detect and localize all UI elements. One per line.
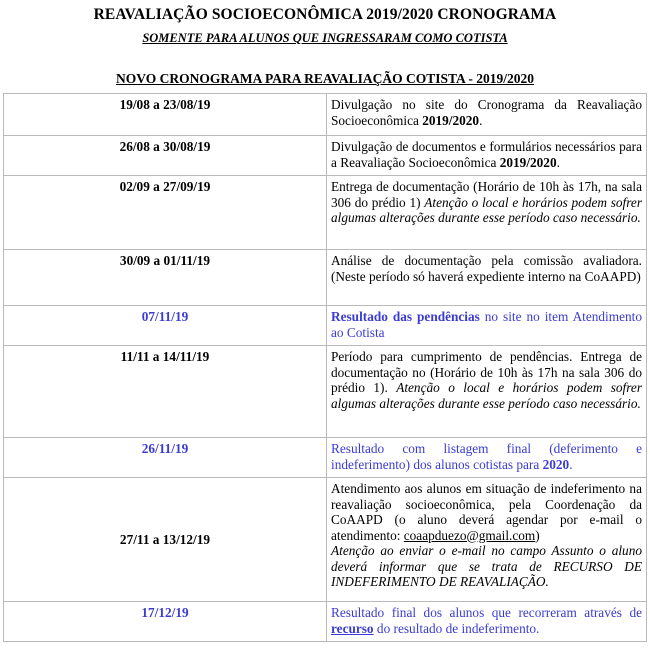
date-cell: 11/11 a 14/11/19	[4, 346, 327, 438]
description-end: )	[535, 527, 540, 543]
description-text: no site no item Atendimento ao Cotista	[331, 309, 642, 340]
date-cell: 26/08 a 30/08/19	[4, 136, 327, 176]
date-cell: 30/09 a 01/11/19	[4, 250, 327, 306]
description-end: do resultado de indeferimento.	[373, 620, 540, 636]
table-row	[4, 478, 647, 602]
description-text: Divulgação no site do Cronograma da Reavaliação Socioeconômica	[331, 97, 642, 128]
description-cell	[327, 478, 647, 602]
description-end: .	[479, 112, 483, 128]
date-cell: 07/11/19	[4, 306, 327, 346]
table-row	[4, 136, 647, 176]
table-row	[4, 94, 647, 136]
date-cell: 17/12/19	[4, 602, 327, 642]
email-link[interactable]: coaapduezo@gmail.com	[403, 527, 536, 543]
description-text: Entrega de documentação (Horário de 10h às 17h, na sala 306 do prédio 1)	[331, 179, 642, 210]
description-cell	[327, 250, 647, 306]
description-text: Análise de documentação pela comissão avaliadora. (Neste período só haverá expediente interno na CoAAPD)	[331, 253, 642, 284]
description-bold: 2019/2020	[499, 154, 557, 170]
table-row	[4, 250, 647, 306]
description-note: Atenção o local e horários podem sofrer algumas alterações durante esse período caso necessário.	[331, 380, 642, 411]
table-row	[4, 346, 647, 438]
description-text: Atendimento aos alunos em situação de indeferimento na reavaliação socioeconômica, pela Coordenação da CoAAPD (o aluno deverá agendar por e-mail o atendimento:	[331, 481, 642, 543]
description-cell	[327, 306, 647, 346]
date-cell: 19/08 a 23/08/19	[4, 94, 327, 136]
schedule-table	[3, 93, 647, 642]
table-row	[4, 306, 647, 346]
description-bold: recurso	[331, 620, 374, 636]
description-note: Atenção o local e horários podem sofrer algumas alterações durante esse período caso necessário.	[331, 194, 642, 225]
table-row	[4, 438, 647, 478]
description-cell	[327, 346, 647, 438]
table-row	[4, 602, 647, 642]
description-text: Período para cumprimento de pendências. Entrega de documentação no (Horário de 10h às 17h na sala 306 do prédio 1).	[331, 349, 642, 395]
schedule-heading: NOVO CRONOGRAMA PARA REAVALIAÇÃO COTISTA - 2019/2020	[115, 71, 535, 86]
description-text: Resultado final dos alunos que recorreram através de	[331, 605, 642, 620]
description-cell	[327, 136, 647, 176]
description-text: Divulgação de documentos e formulários necessários para a Reavaliação Socioeconômica	[331, 139, 642, 170]
page-title: REAVALIAÇÃO SOCIOECONÔMICA 2019/2020 CRONOGRAMA	[93, 6, 557, 23]
description-cell	[327, 438, 647, 478]
description-end: .	[556, 154, 560, 170]
page-subtitle: SOMENTE PARA ALUNOS QUE INGRESSARAM COMO COTISTA	[142, 31, 508, 45]
description-text: Resultado com listagem final (deferimento e indeferimento) dos alunos cotistas para	[331, 441, 642, 472]
table-row	[4, 176, 647, 250]
description-note: Atenção ao enviar o e-mail no campo Assunto o aluno deverá informar que se trata de RECURSO DE INDEFERIMENTO DE REAVALIAÇÃO.	[331, 543, 642, 589]
description-end: .	[569, 456, 573, 472]
description-cell	[327, 94, 647, 136]
description-cell	[327, 176, 647, 250]
description-bold: 2020	[542, 456, 570, 472]
date-cell: 02/09 a 27/09/19	[4, 176, 327, 250]
description-bold: Resultado das pendências	[331, 309, 480, 324]
date-cell: 26/11/19	[4, 438, 327, 478]
description-cell	[327, 602, 647, 642]
description-bold: 2019/2020	[422, 112, 480, 128]
date-cell: 27/11 a 13/12/19	[4, 478, 327, 602]
